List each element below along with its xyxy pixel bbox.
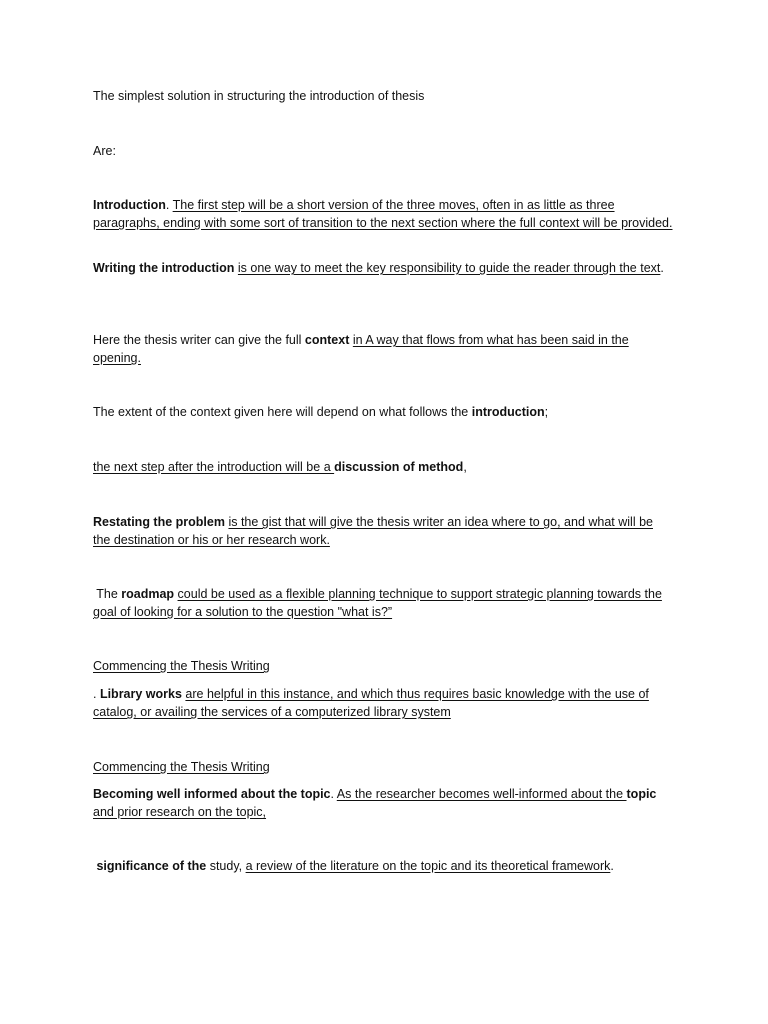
title-line [93,87,673,105]
paragraph-becoming-informed [93,785,673,821]
paragraph-library [93,685,673,721]
introduction-definition: The first step will be a short version of the three moves, often in as little as three paragraphs, ending with some sort of transition to the next section where the full context will be provided. [93,198,673,230]
context-definition: in A way that flows from what has been said in the opening. [93,333,629,365]
term-context: context [304,333,350,347]
paragraph-context [93,331,673,367]
roadmap-definition: could be used as a flexible planning technique to support strategic planning towards the goal of looking for a solution to the question "what is?” [93,587,662,619]
paragraph-next-step [93,458,673,476]
term-library-works: Library works [99,687,182,701]
paragraph-introduction [93,196,673,232]
becoming-definition: As the researcher becomes well-informed about the [336,787,627,801]
paragraph-writing-introduction [93,259,673,277]
term-discussion-of-method: discussion of method [334,460,464,474]
roadmap-lead: The [93,587,122,601]
term-significance: significance of the [93,859,207,873]
next-step-text: the next step after the introduction will be a [93,460,335,474]
term-restating-problem: Restating the problem [93,515,225,529]
library-definition: are helpful in this instance, and which thus requires basic knowledge with the use of catalog, or availing the services of a computerized library system [93,687,649,719]
writing-introduction-definition: is one way to meet the key responsibility to guide the reader through the text [237,261,661,275]
comma: , [463,460,467,474]
term-writing-introduction: Writing the introduction [93,261,235,275]
paragraph-significance [93,857,673,875]
heading-commencing-2: Commencing the Thesis Writing [93,760,270,774]
are-line [93,142,673,160]
semicolon: ; [544,405,549,419]
section-heading-2 [93,758,673,776]
significance-plain: study, [206,859,246,873]
becoming-definition-2: and prior research on the topic, [93,805,267,819]
section-heading-1 [93,657,673,675]
term-topic: topic [626,787,657,801]
term-introduction: Introduction [93,198,166,212]
context-lead: Here the thesis writer can give the full [93,333,305,347]
title-text: The simplest solution in structuring the introduction of thesis [93,89,425,103]
paragraph-extent [93,403,673,421]
term-becoming-informed: Becoming well informed about the topic [93,787,331,801]
separator: . [165,198,173,212]
paragraph-roadmap [93,585,673,621]
are-text: Are: [93,144,116,158]
term-roadmap: roadmap [121,587,175,601]
heading-commencing-1: Commencing the Thesis Writing [93,659,270,673]
period: . [660,261,664,275]
paragraph-restating [93,513,673,549]
library-lead: . [93,687,100,701]
restating-definition: is the gist that will give the thesis writer an idea where to go, and what will be the destination or his or her research work. [93,515,653,547]
significance-definition: a review of the literature on the topic and its theoretical framework [245,859,611,873]
period-2: . [610,859,614,873]
separator: . [330,787,337,801]
term-introduction-2: introduction [471,405,545,419]
extent-lead: The extent of the context given here will depend on what follows the [93,405,472,419]
